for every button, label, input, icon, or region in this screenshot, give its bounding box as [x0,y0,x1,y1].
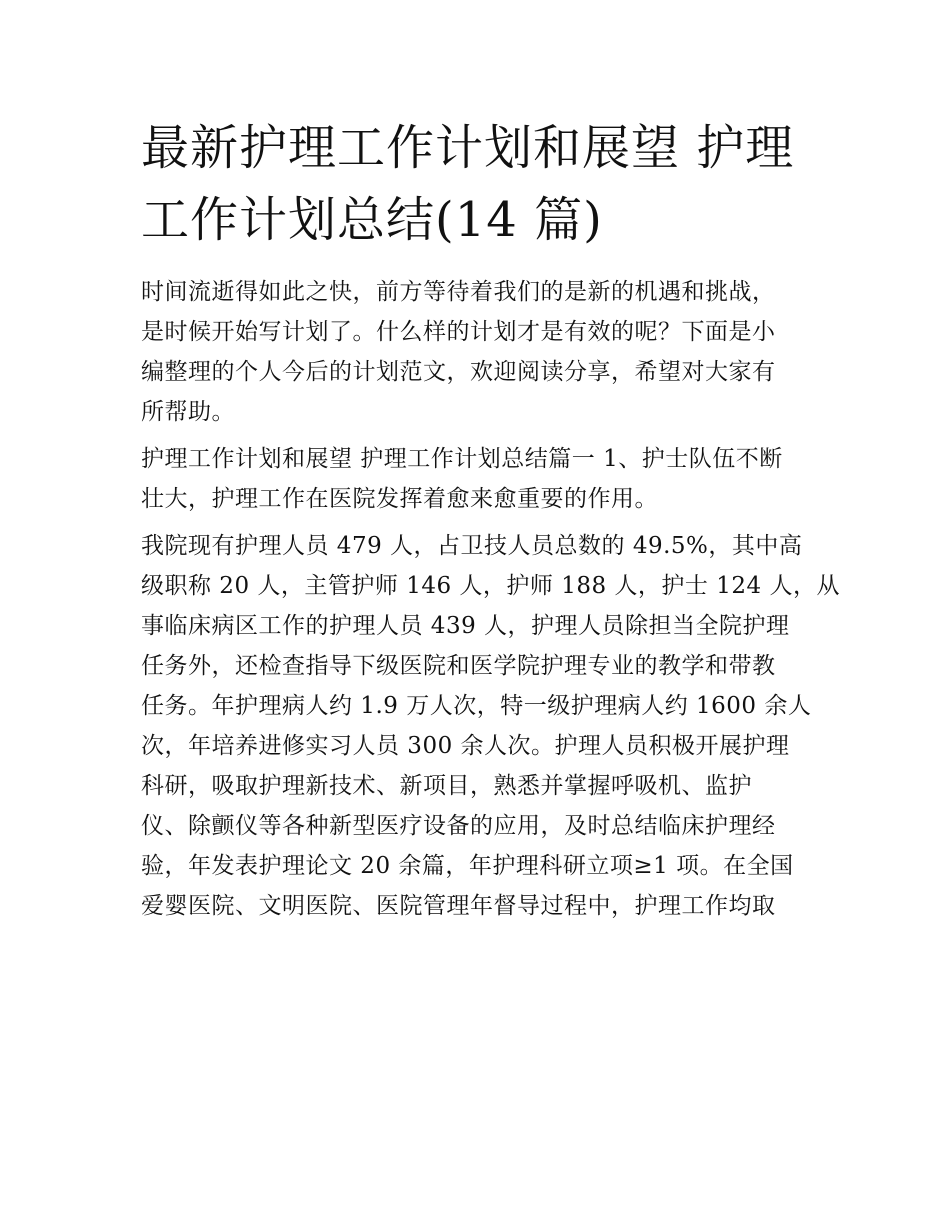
text-line: 爱婴医院、文明医院、医院管理年督导过程中，护理工作均取 [141,893,776,919]
section-heading-paragraph [141,439,813,519]
title-line: 最新护理工作计划和展望 护理 [141,120,795,176]
text-line: 次，年培养进修实习人员 300 余人次。护理人员积极开展护理 [141,733,790,759]
body-paragraph [141,526,840,926]
text-line: 我院现有护理人员 479 人，占卫技人员总数的 49.5%，其中高 [141,533,803,559]
text-line: 编整理的个人今后的计划范文，欢迎阅读分享，希望对大家有 [141,359,776,385]
text-line: 壮大，护理工作在医院发挥着愈来愈重要的作用。 [141,486,658,512]
intro-paragraph [141,272,813,432]
text-line: 时间流逝得如此之快，前方等待着我们的是新的机遇和挑战， [141,279,776,305]
text-line: 任务外，还检查指导下级医院和医学院护理专业的教学和带教 [141,653,776,679]
text-line: 验，年发表护理论文 20 余篇，年护理科研立项≥1 项。在全国 [141,853,794,879]
title-line: 工作计划总结(14 篇) [141,192,603,248]
text-line: 科研，吸取护理新技术、新项目，熟悉并掌握呼吸机、监护 [141,773,752,799]
text-line: 级职称 20 人，主管护师 146 人，护师 188 人，护士 124 人，从 [141,573,840,599]
document-title [141,112,813,256]
text-line: 护理工作计划和展望 护理工作计划总结篇一 1、护士队伍不断 [141,446,783,472]
text-line: 仪、除颤仪等各种新型医疗设备的应用，及时总结临床护理经 [141,813,776,839]
document-page [141,112,840,926]
text-line: 所帮助。 [141,399,235,425]
text-line: 任务。年护理病人约 1.9 万人次，特一级护理病人约 1600 余人 [141,693,812,719]
text-line: 事临床病区工作的护理人员 439 人，护理人员除担当全院护理 [141,613,790,639]
text-line: 是时候开始写计划了。什么样的计划才是有效的呢？下面是小 [141,319,776,345]
